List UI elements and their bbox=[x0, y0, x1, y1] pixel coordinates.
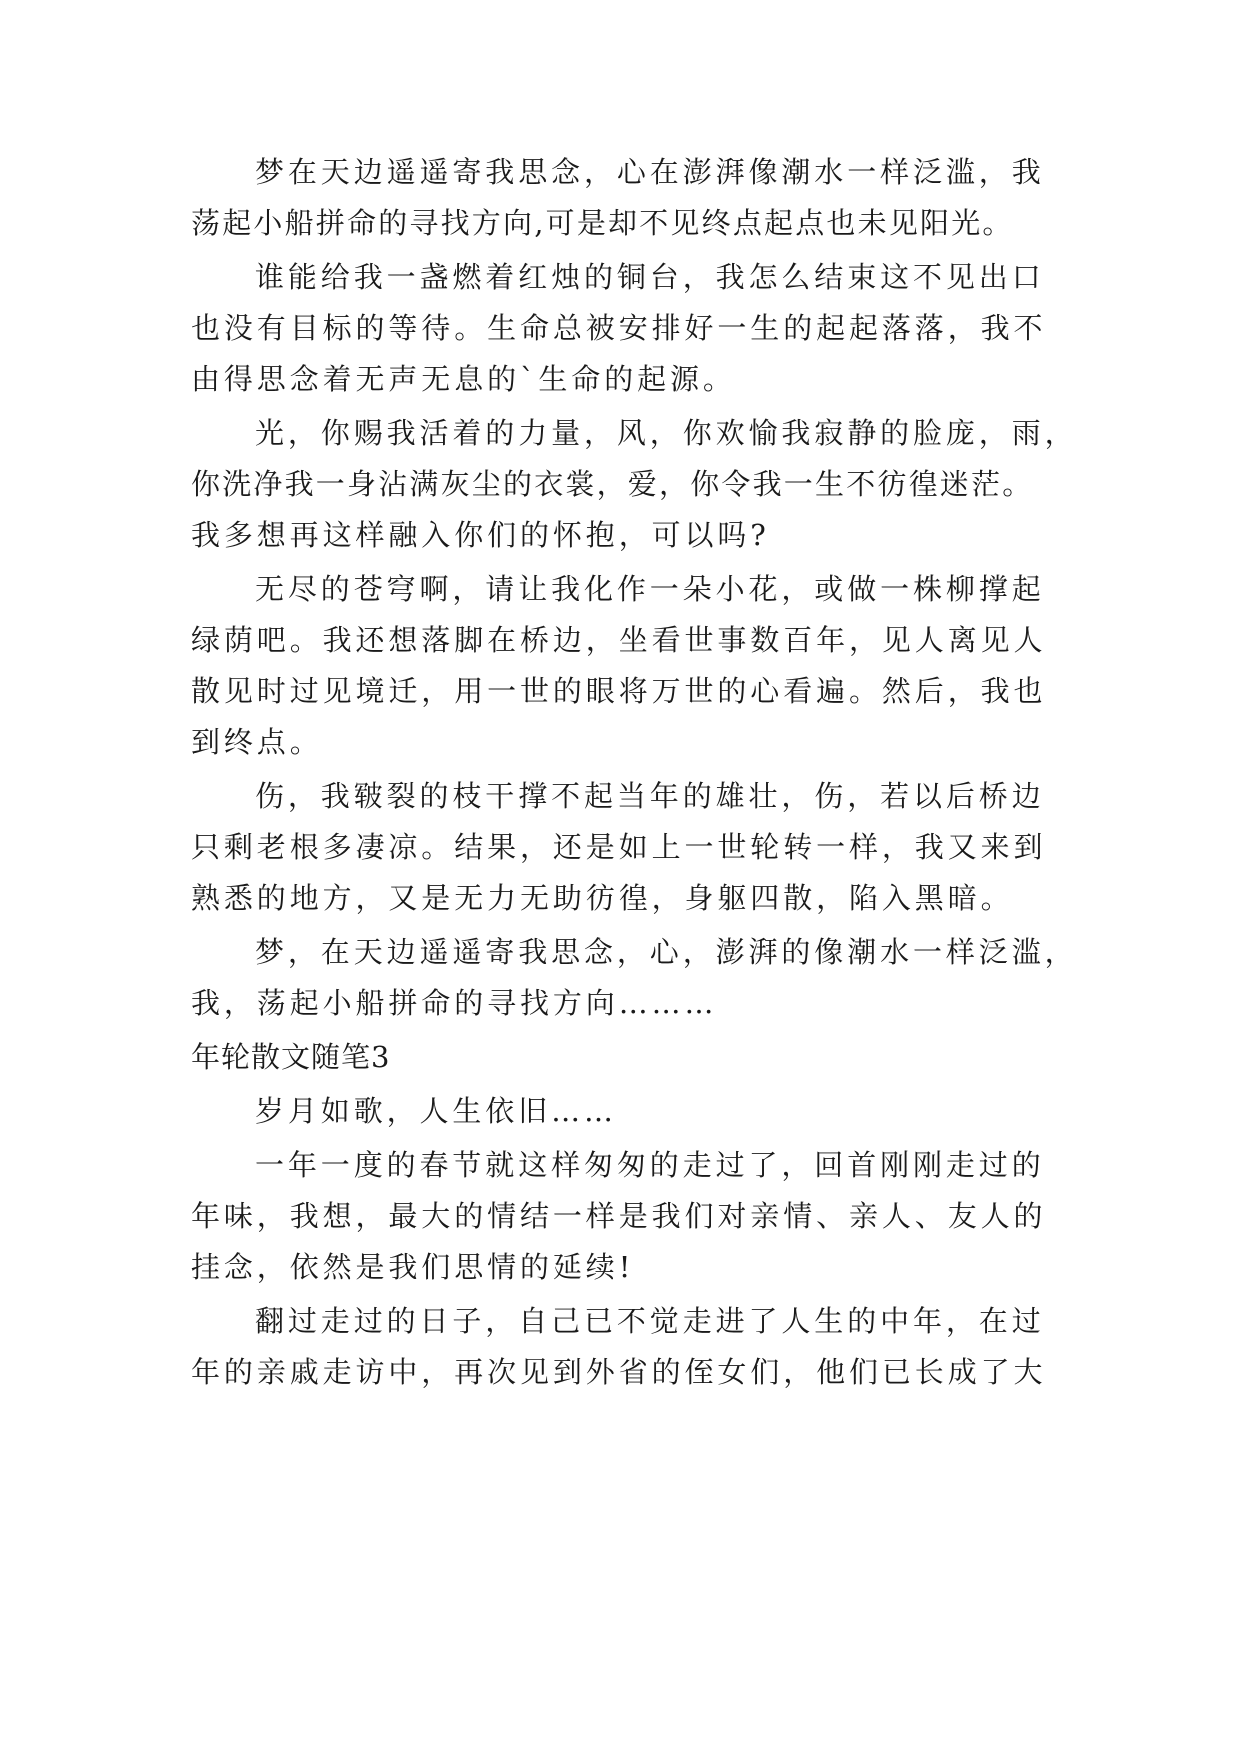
text-line: 梦在天边遥遥寄我思念，心在澎湃像潮水一样泛滥，我 bbox=[255, 155, 1045, 189]
text-line: 到终点。 bbox=[191, 725, 323, 759]
text-line: 梦，在天边遥遥寄我思念，心，澎湃的像潮水一样泛滥， bbox=[255, 935, 1078, 969]
text-line: 绿荫吧。我还想落脚在桥边，坐看世事数百年，见人离见人 bbox=[191, 623, 1047, 657]
text-line: 挂念，依然是我们思情的延续! bbox=[191, 1250, 635, 1284]
text-line: 散见时过见境迁，用一世的眼将万世的心看遍。然后，我也 bbox=[191, 674, 1047, 708]
text-line: 翻过走过的日子，自己已不觉走进了人生的中年，在过 bbox=[255, 1304, 1045, 1338]
text-line: 也没有目标的等待。生命总被安排好一生的起起落落，我不 bbox=[191, 311, 1047, 345]
section-heading: 年轮散文随笔3 bbox=[191, 1040, 391, 1074]
text-line: 谁能给我一盏燃着红烛的铜台，我怎么结束这不见出口 bbox=[255, 260, 1045, 294]
text-line: 我，荡起小船拼命的寻找方向……… bbox=[191, 986, 718, 1020]
text-line: 伤，我皲裂的枝干撑不起当年的雄壮，伤，若以后桥边 bbox=[255, 779, 1045, 813]
text-line: 熟悉的地方，又是无力无助彷徨，身躯四散，陷入黑暗。 bbox=[191, 881, 1014, 915]
text-line: 岁月如歌，人生依旧…… bbox=[255, 1094, 617, 1128]
text-line: 我多想再这样融入你们的怀抱，可以吗? bbox=[191, 518, 770, 552]
text-line: 年的亲戚走访中，再次见到外省的侄女们，他们已长成了大 bbox=[191, 1355, 1047, 1389]
text-line: 荡起小船拼命的寻找方向,可是却不见终点起点也未见阳光。 bbox=[191, 206, 1014, 240]
text-line: 一年一度的春节就这样匆匆的走过了，回首刚刚走过的 bbox=[255, 1148, 1045, 1182]
text-line: 你洗净我一身沾满灰尘的衣裳，爱，你令我一生不彷徨迷茫。 bbox=[191, 467, 1034, 501]
text-line: 由得思念着无声无息的`生命的起源。 bbox=[191, 362, 736, 396]
text-line: 年味，我想，最大的情结一样是我们对亲情、亲人、友人的 bbox=[191, 1199, 1047, 1233]
text-line: 无尽的苍穹啊，请让我化作一朵小花，或做一株柳撑起 bbox=[255, 572, 1045, 606]
text-line: 只剩老根多凄凉。结果，还是如上一世轮转一样，我又来到 bbox=[191, 830, 1047, 864]
text-line: 光，你赐我活着的力量，风，你欢愉我寂静的脸庞，雨， bbox=[255, 416, 1078, 450]
